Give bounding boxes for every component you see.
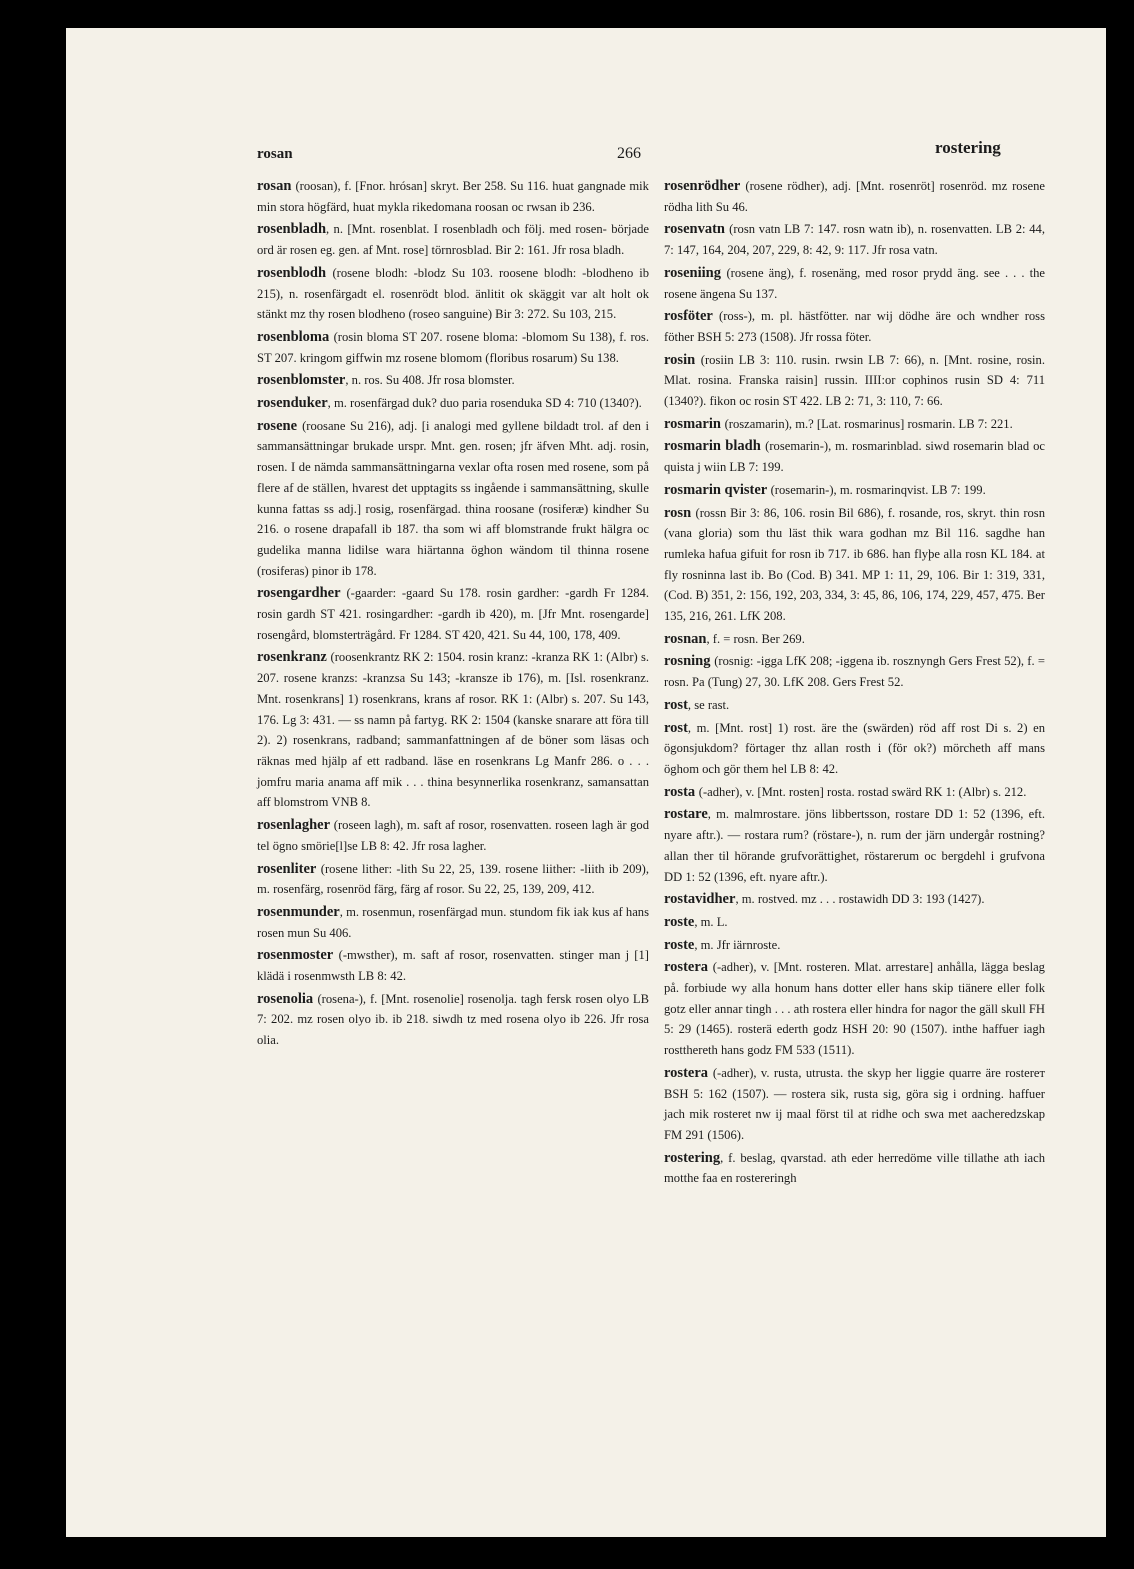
entry-rosning: rosning (rosnig: -igga LfK 208; -iggena ib. rosznyngh Gers Frest 52), f. = rosn. Pa (Tung) 27, 30. LfK 208. Gers Frest 52.	[664, 653, 1045, 690]
entry-rosta: rosta (-adher), v. [Mnt. rosten] rosta. rostad swärd RK 1: (Albr) s. 212.	[664, 783, 1027, 800]
right-column	[664, 176, 1045, 1191]
entry-rostering: rostering, f. beslag, qvarstad. ath eder herredöme ville tillathe ath iach motthe faa en rostereringh	[664, 1149, 1045, 1186]
entry-rosan: rosan (roosan), f. [Fnor. hrósan] skryt. Ber 258. Su 116. huat gangnade mik min stora högfärd, huat mykla rikedomana roosan oc rwsan ib 236.	[257, 178, 649, 214]
entry-rosn: rosn (rossn Bir 3: 86, 106. rosin Bil 686), f. rosande, ros, skryt. thin rosn (vana gloria) som thu läst thik wara godhan mz Bil 116. sagdhe han rumleka hafua gifuit for rosn ib 717. ib 686. han flyþe alla rosn KL 184. at fly rosninna last ib. Bo (Cod. B) 341. MP 1: 11, 29, 106. Bir 1: 319, 331, (Cod. B) 351, 2: 156, 192, 203, 334, 3: 45, 86, 106, 174, 229, 457, 475. Ber 135, 216, 261. LfK 208.	[664, 504, 1046, 624]
entry-rosenbloma: rosenbloma (rosin bloma ST 207. rosene bloma: -blomom Su 138), f. ros. ST 207. kringom giffwin mz rosene blomom (floribus rosarum) Su 138.	[257, 328, 649, 365]
entry-rosin: rosin (rosiin LB 3: 110. rusin. rwsin LB 7: 66), n. [Mnt. rosine, rosin. Mlat. rosina. Franska raisin] russin. IIII:or cophinos rusin SD 4: 711 (1340?). fikon oc rosin ST 422. LB 2: 71, 3: 110, 7: 66.	[664, 351, 1045, 409]
entry-rosenblomster: rosenblomster, n. ros. Su 408. Jfr rosa blomster.	[257, 372, 515, 389]
entry-rostavidher: rostavidher, m. rostved. mz . . . rostawidh DD 3: 193 (1427).	[664, 891, 985, 908]
entry-rosenmunder: rosenmunder, m. rosenmun, rosenfärgad mun. stundom fik iak kus af hans rosen mun Su 406.	[257, 903, 649, 940]
left-column	[257, 176, 649, 1053]
entry-rosenliter: rosenliter (rosene lither: -lith Su 22, 25, 139. rosene liither: -liith ib 209), m. rosenfärg, rosenröd färg, färg af rosor. Su 22, 25, 139, 209, 412.	[257, 860, 650, 897]
entry-rosfoter: rosföter (ross-), m. pl. hästfötter. nar wij dödhe äre och wndher ross föther BSH 5: 273 (1508). Jfr rossa föter.	[664, 308, 1045, 344]
entry-rosenolia: rosenolia (rosena-), f. [Mnt. rosenolie] rosenolja. tagh fersk rosen olyo LB 7: 202. mz rosen olyo ib. ib 218. siwdh tz med rosena olyo ib 226. Jfr rosa olia.	[257, 990, 649, 1048]
entry-rosenkranz: rosenkranz (roosenkrantz RK 2: 1504. rosin kranz: -kranza RK 1: (Albr) s. 207. rosene kranzs: -kranzsa Su 143; -kransze ib 176), m. [Isl. rosenkranz. Mnt. rosenkrans] 1) rosenkrans, krans af rosor. RK 1: (Albr) s. 207. Su 143, 176. Lg 3: 431. — ss namn på fartyg. RK 2: 1504 (kanske snarare att föra till 2). 2) rosenkrans, radband; sammanfattningen af de böner som läsas och räknas med hjälp af ett radband. läse en rosenkrans Lg Manfr 286. o . . . jomfru maria anama aff mik . . . thina besynnerlika rosenkranz, samansattan aff blomstrom VNB 8.	[257, 649, 649, 810]
entry-roste-1: roste, m. L.	[664, 913, 728, 930]
entry-rost-se-rast: rost, se rast.	[664, 696, 730, 713]
entry-rosnan: rosnan, f. = rosn. Ber 269.	[664, 630, 805, 647]
entry-rosengardher: rosengardher (-gaarder: -gaard Su 178. rosin gardher: -gardh Fr 1284. rosin gardh ST 421. rosingardher: -gardh ib 420), m. [Jfr Mnt. rosengarde] rosengård, blomsterträgård. Fr 1284. ST 420, 421. Su 44, 100, 178, 409.	[257, 585, 649, 642]
entry-rosenrodher: rosenrödher (rosene rödher), adj. [Mnt. rosenröt] rosenröd. mz rosene rödha lith Su 46.	[664, 178, 1045, 214]
entry-rostare: rostare, m. malmrostare. jöns libbertsson, rostare DD 1: 52 (1396, eft. nyare aftr.). — rostara rum? (röstare-), n. rum der järn undergår rostning? allan ther til hörande grufvorättighet, röstarerum oc bergdehl i grufvona DD 1: 52 (1396, eft. nyare aftr.).	[664, 806, 1045, 884]
entry-rosenlagher: rosenlagher (roseen lagh), m. saft af rosor, rosenvatten. roseen lagh är god tel ögno smörie[l]se LB 8: 42. Jfr rosa lagher.	[257, 817, 649, 853]
entry-rosmarin-bladh: rosmarin bladh (rosemarin-), m. rosmarinblad. siwd rosemarin blad oc quista j wiin LB 7: 199.	[664, 438, 1045, 475]
entry-rosenvatn: rosenvatn (rosn vatn LB 7: 147. rosn watn ib), n. rosenvatten. LB 2: 44, 7: 147, 164, 204, 207, 229, 8: 42, 9: 117. Jfr rosa vatn.	[664, 221, 1045, 258]
running-head-left: rosan	[257, 146, 293, 162]
entry-rost: rost, m. [Mnt. rost] 1) rost. äre the (swärden) röd aff rost Di s. 2) en ögonsjukdom? förtager thz allan rosth i (för ok?) mörcheth aff mans öghom och gör them hel LB 8: 42.	[664, 719, 1045, 776]
entry-rosene: rosene (roosane Su 216), adj. [i analogi med gyllene bildadt trol. af den i sammansättningar brukade urspr. Mnt. gen. rosen; jfr äfven Mht. adj. rosin, rosen. I de nämda sammansättningarna vexlar ofta rosen med rosene, som på flere af de ställen, hvarest det upptagits ss ingående i sammansättning, skulle kunna fattas ss adj.] rosig, rosenfärgad. thina roosane (rosiferæ) kindher Su 216. o rosene drapafall ib 187. tha som wi aff blomstrande frukt hälgra oc gudelika manna lidilse wara hiärtanna öghon wändom til thinna rosene (rosiferas) pinor ib 178.	[257, 417, 649, 578]
entry-rosenbladh: rosenbladh, n. [Mnt. rosenblat. I rosenbladh och följ. med rosen- började ord är rosen eg. gen. af Mnt. rose] törnrosblad. Bir 2: 161. Jfr rosa bladh.	[257, 221, 649, 258]
entry-roste-2: roste, m. Jfr iärnroste.	[664, 936, 781, 953]
entry-rostera-1: rostera (-adher), v. [Mnt. rosteren. Mlat. arrestare] anhålla, lägga beslag på. forbiude wy alla honum hans dotter eller hans skip tiänere eller folk gotz eller annar tingh . . . ath rostera eller hindra for nagor the gäll skull FH 5: 29 (1465). rosterä ederth godz HSH 20: 90 (1507). inthe haffuer iagh rostthereth hans godz FM 533 (1511).	[664, 959, 1045, 1058]
entry-rosenduker: rosenduker, m. rosenfärgad duk? duo paria rosenduka SD 4: 710 (1340?).	[257, 395, 642, 412]
page-number: 266	[617, 145, 641, 162]
entry-rosmarin-qvister: rosmarin qvister (rosemarin-), m. rosmarinqvist. LB 7: 199.	[664, 481, 986, 498]
entry-rostera-2: rostera (-adher), v. rusta, utrusta. the skyp her liggie quarre äre rostereт BSH 5: 162 (1507). — rostera sik, rusta sig, göra sig i ordning. haffuer jach mik rosteret nw ij maal först til at ridhe och swa met aacheredzskap FM 291 (1506).	[664, 1064, 1045, 1142]
entry-rosenblodh: rosenblodh (rosene blodh: -blodz Su 103. roosene blodh: -blodheno ib 215), n. rosenfärgadt el. rosenrödt blod. änlitit ok skäggit var alt holt ok stänkt mz thy rosen blodheno (roseo sanguine) Bir 3: 272. Su 103, 215.	[257, 264, 649, 322]
running-head-right: rostering	[935, 138, 1001, 157]
dictionary-page	[66, 28, 1106, 1537]
entry-roseniing: roseniing (rosene äng), f. rosenäng, med rosor prydd äng. see . . . the rosene ängena Su 137.	[664, 264, 1045, 301]
entry-rosenmoster: rosenmoster (-mwsther), m. saft af rosor, rosenvatten. stinger man j [1] klädä i rosenmwsth LB 8: 42.	[257, 947, 649, 984]
entry-rosmarin: rosmarin (roszamarin), m.? [Lat. rosmarinus] rosmarin. LB 7: 221.	[664, 415, 1013, 432]
